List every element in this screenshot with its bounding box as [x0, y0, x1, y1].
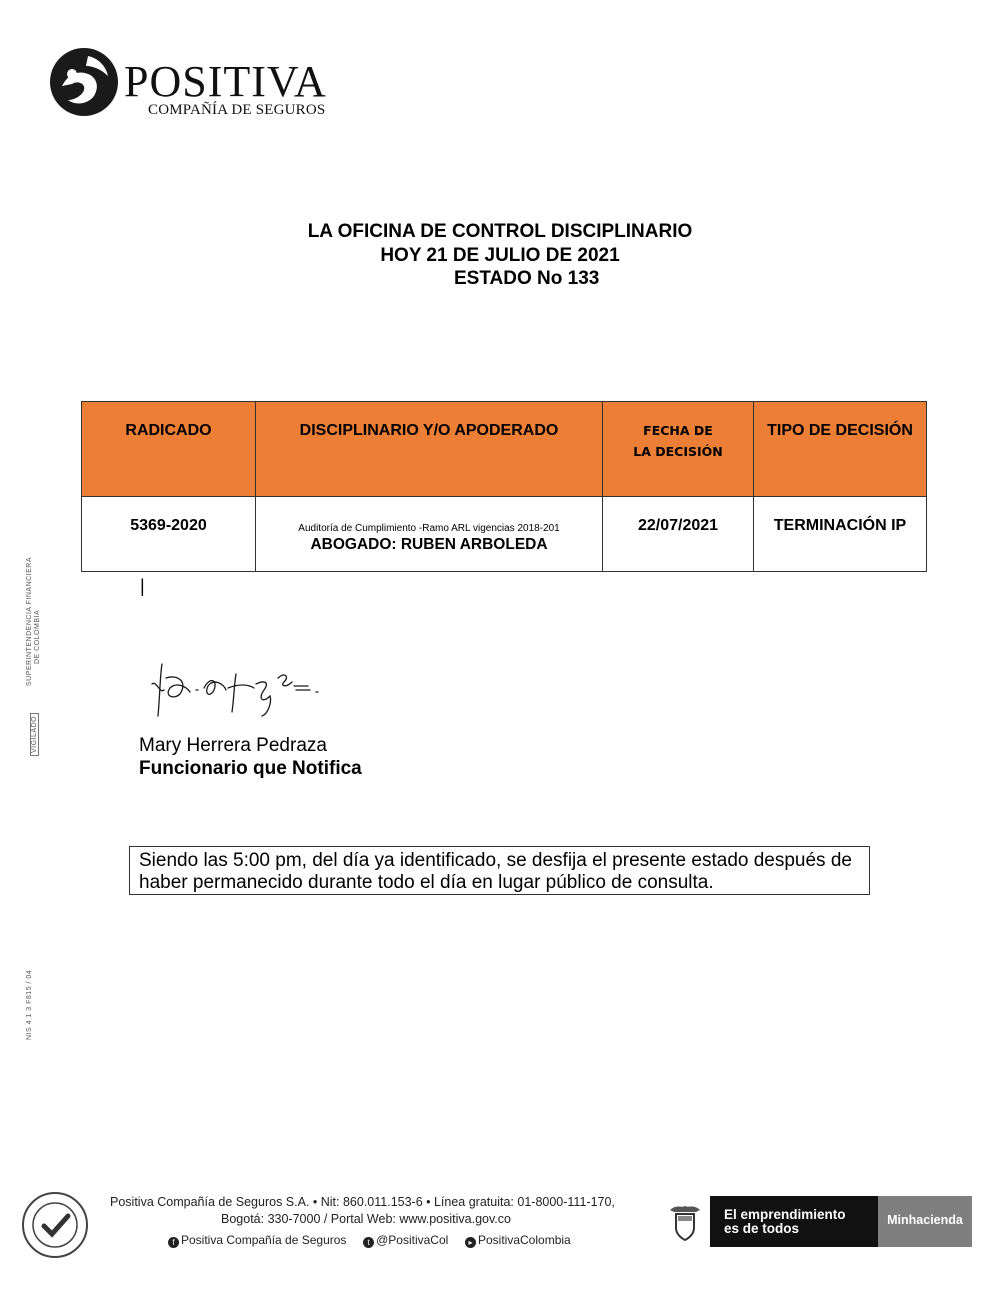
colombia-coat-of-arms	[660, 1196, 710, 1247]
handwritten-signature	[144, 654, 334, 724]
table-col-divider	[255, 402, 256, 571]
estado-number: ESTADO No 133	[454, 268, 600, 289]
logo-wordmark: POSITIVA	[124, 57, 327, 106]
cell-radicado: 5369-2020	[130, 517, 207, 534]
side-stamp-superintendencia: SUPERINTENDENCIA FINANCIERA	[26, 556, 33, 686]
text-cursor-mark: |	[140, 576, 145, 596]
footer-twitter[interactable]: @PositivaCol	[376, 1233, 449, 1247]
col-fecha	[603, 402, 753, 571]
table-col-divider	[753, 402, 754, 571]
header-tipo: TIPO DE DECISIÓN	[767, 422, 913, 439]
header-disciplinario: DISCIPLINARIO Y/O APODERADO	[299, 422, 559, 439]
footer-social	[168, 1233, 571, 1248]
ministry-name: Minhacienda	[887, 1213, 963, 1227]
table-col-divider	[602, 402, 603, 571]
col-radicado	[82, 402, 255, 571]
logo-subtitle: COMPAÑÍA DE SEGUROS	[148, 102, 326, 118]
side-stamp-code: NIS 4 1 3 F815 / 04	[26, 969, 33, 1040]
table-row-divider	[82, 496, 926, 497]
gov-slogan-line1: El emprendimiento	[724, 1207, 846, 1222]
positiva-logo	[48, 44, 348, 124]
side-stamp-vigilado: VIGILADO	[30, 713, 39, 756]
cell-fecha: 22/07/2021	[637, 517, 719, 534]
decisions-table	[81, 401, 927, 572]
header-fecha: FECHA DE LA DECISIÓN	[633, 423, 723, 459]
cell-tipo: TERMINACIÓN IP	[773, 517, 907, 534]
twitter-icon: t	[363, 1237, 374, 1248]
cell-disciplinario-detail: Auditoría de Cumplimiento -Ramo ARL vigencias 2018-201	[298, 523, 560, 534]
facebook-icon: f	[168, 1237, 179, 1248]
col-disciplinario	[256, 402, 602, 571]
signer-name: Mary Herrera Pedraza	[139, 735, 327, 756]
footer-youtube[interactable]: PositivaColombia	[478, 1233, 571, 1247]
office-title: LA OFICINA DE CONTROL DISCIPLINARIO	[307, 221, 693, 242]
emprendimiento-box	[710, 1196, 878, 1247]
footer-company-line: Positiva Compañía de Seguros S.A. • Nit: 860.011.153-6 • Línea gratuita: 01-8000-111-170,	[110, 1195, 615, 1209]
header-radicado: RADICADO	[125, 422, 212, 439]
col-tipo	[754, 402, 926, 571]
certification-seal-icon	[20, 1190, 90, 1260]
cell-disciplinario-abogado: ABOGADO: RUBEN ARBOLEDA	[310, 536, 548, 553]
footer-contact-line: Bogotá: 330-7000 / Portal Web: www.positiva.gov.co	[221, 1212, 511, 1226]
signer-role: Funcionario que Notifica	[139, 758, 362, 779]
side-stamp-colombia: DE COLOMBIA	[34, 609, 41, 664]
coat-of-arms-icon	[660, 1196, 710, 1247]
ministry-box	[878, 1196, 972, 1247]
gov-slogan-line2: es de todos	[724, 1221, 800, 1236]
positiva-emblem-icon	[48, 44, 120, 122]
youtube-icon: ▸	[465, 1237, 476, 1248]
desfijacion-notice: Siendo las 5:00 pm, del día ya identificado, se desfija el presente estado después de haber permanecido durante todo el día en lugar público de consulta.	[129, 846, 870, 895]
government-banner	[660, 1196, 972, 1247]
date-title: HOY 21 DE JULIO DE 2021	[380, 245, 620, 266]
footer-facebook[interactable]: Positiva Compañía de Seguros	[181, 1233, 347, 1247]
